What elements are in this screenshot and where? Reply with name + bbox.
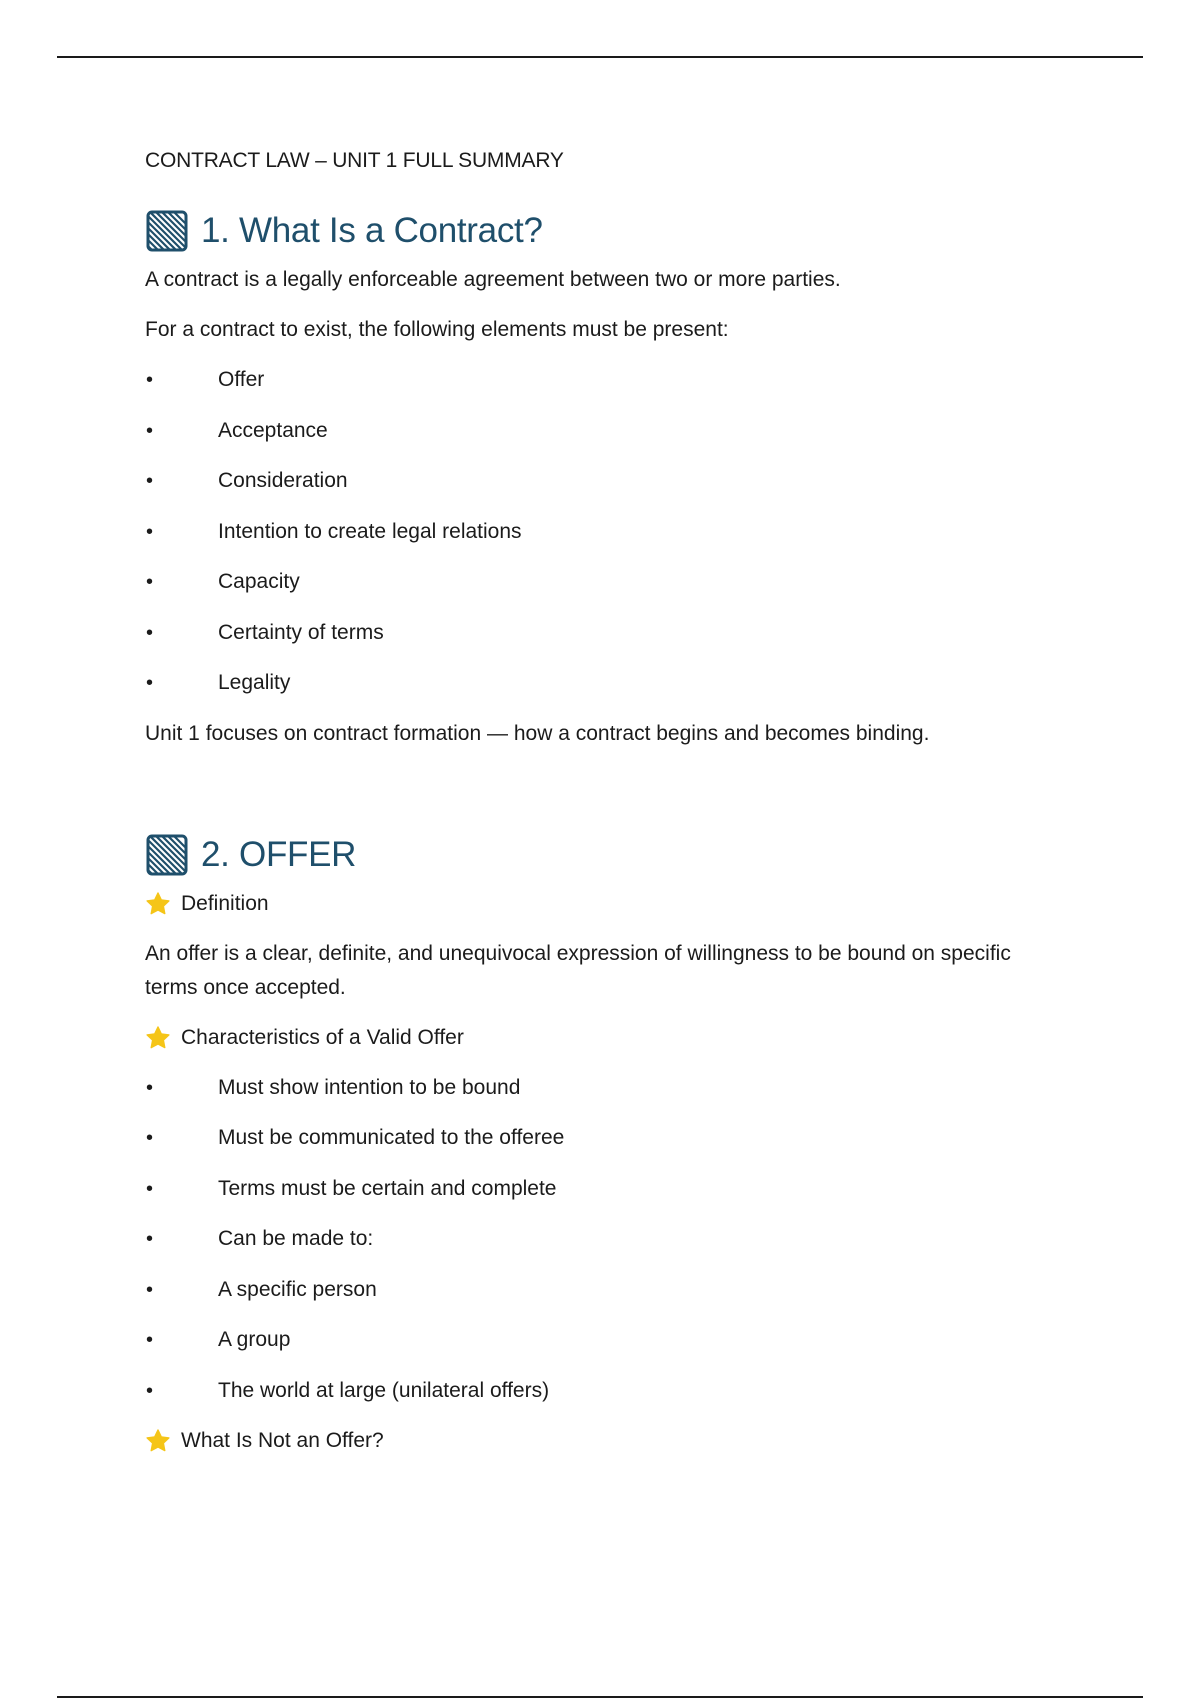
- list-item: [145, 1121, 1065, 1155]
- subheading-text: What Is Not an Offer?: [181, 1429, 384, 1452]
- list-item-text: Intention to create legal relations: [218, 519, 522, 543]
- list-item: [145, 515, 1065, 549]
- hatched-square-icon: [145, 833, 189, 877]
- list-item: [145, 1172, 1065, 1206]
- list-item-text: Must be communicated to the offeree: [218, 1126, 565, 1149]
- bottom-rule: [57, 1696, 1143, 1698]
- list-item-text: Must show intention to be bound: [218, 1075, 521, 1099]
- bullet-icon: •: [146, 1177, 154, 1200]
- bullet-icon: •: [146, 672, 154, 694]
- list-item: [145, 616, 1065, 650]
- bullet-icon: •: [146, 1127, 154, 1149]
- document-title: CONTRACT LAW – UNIT 1 FULL SUMMARY: [145, 149, 564, 172]
- section-title: 2. OFFER: [201, 834, 357, 874]
- list-item: [145, 1323, 1065, 1357]
- list-item-text: A group: [218, 1328, 291, 1351]
- bullet-icon: •: [146, 520, 154, 543]
- star-icon: [145, 1025, 171, 1051]
- bullet-icon: •: [146, 1379, 154, 1402]
- list-item: [145, 464, 1065, 498]
- list-item-text: Terms must be certain and complete: [218, 1176, 557, 1200]
- bullet-icon: •: [146, 621, 154, 644]
- list-item-text: Legality: [218, 671, 291, 694]
- list-item-text: Can be made to:: [218, 1227, 374, 1250]
- bullet-icon: •: [146, 571, 154, 593]
- section-title: 1. What Is a Contract?: [201, 211, 543, 250]
- section-heading: [145, 205, 1065, 257]
- document-page: [145, 130, 1065, 1474]
- bullet-icon: •: [146, 369, 154, 391]
- list-item-text: Capacity: [218, 570, 300, 593]
- characteristics-subheading: [145, 1021, 1065, 1055]
- characteristics-list: [145, 1071, 1065, 1408]
- list-item: [145, 414, 1065, 448]
- section-what-is-contract: [145, 205, 1065, 751]
- list-item-text: Offer: [218, 368, 265, 391]
- list-item: [145, 666, 1065, 700]
- star-icon: [145, 891, 171, 917]
- contract-elements-list: [145, 363, 1065, 700]
- top-rule: [57, 56, 1143, 58]
- list-item-text: Consideration: [218, 469, 348, 492]
- bullet-icon: •: [146, 1329, 154, 1351]
- lead-paragraph: For a contract to exist, the following elements must be present:: [145, 318, 729, 341]
- list-item: [145, 1273, 1065, 1307]
- bullet-icon: •: [146, 419, 154, 442]
- section-offer: [145, 829, 1065, 1459]
- section-heading: [145, 829, 1065, 881]
- bullet-icon: •: [146, 1076, 154, 1099]
- list-item: [145, 1222, 1065, 1256]
- intro-paragraph: A contract is a legally enforceable agreement between two or more parties.: [145, 268, 841, 291]
- star-icon: [145, 1428, 171, 1454]
- list-item-text: Certainty of terms: [218, 620, 384, 644]
- subheading-text: Definition: [181, 891, 269, 915]
- definition-paragraph: An offer is a clear, definite, and unequivocal expression of willingness to be bound on specific terms once accepted.: [145, 941, 1011, 999]
- list-item-text: Acceptance: [218, 418, 328, 442]
- not-an-offer-subheading: [145, 1424, 1065, 1458]
- subheading-text: Characteristics of a Valid Offer: [181, 1025, 464, 1049]
- hatched-square-icon: [145, 209, 189, 253]
- bullet-icon: •: [146, 1278, 154, 1301]
- list-item-text: A specific person: [218, 1277, 377, 1301]
- list-item: [145, 1071, 1065, 1105]
- list-item: [145, 1374, 1065, 1408]
- bullet-icon: •: [146, 1228, 154, 1250]
- closing-paragraph: Unit 1 focuses on contract formation — how a contract begins and becomes binding.: [145, 721, 930, 745]
- list-item: [145, 363, 1065, 397]
- list-item-text: The world at large (unilateral offers): [218, 1378, 550, 1402]
- definition-subheading: [145, 887, 1065, 921]
- list-item: [145, 565, 1065, 599]
- bullet-icon: •: [146, 470, 154, 492]
